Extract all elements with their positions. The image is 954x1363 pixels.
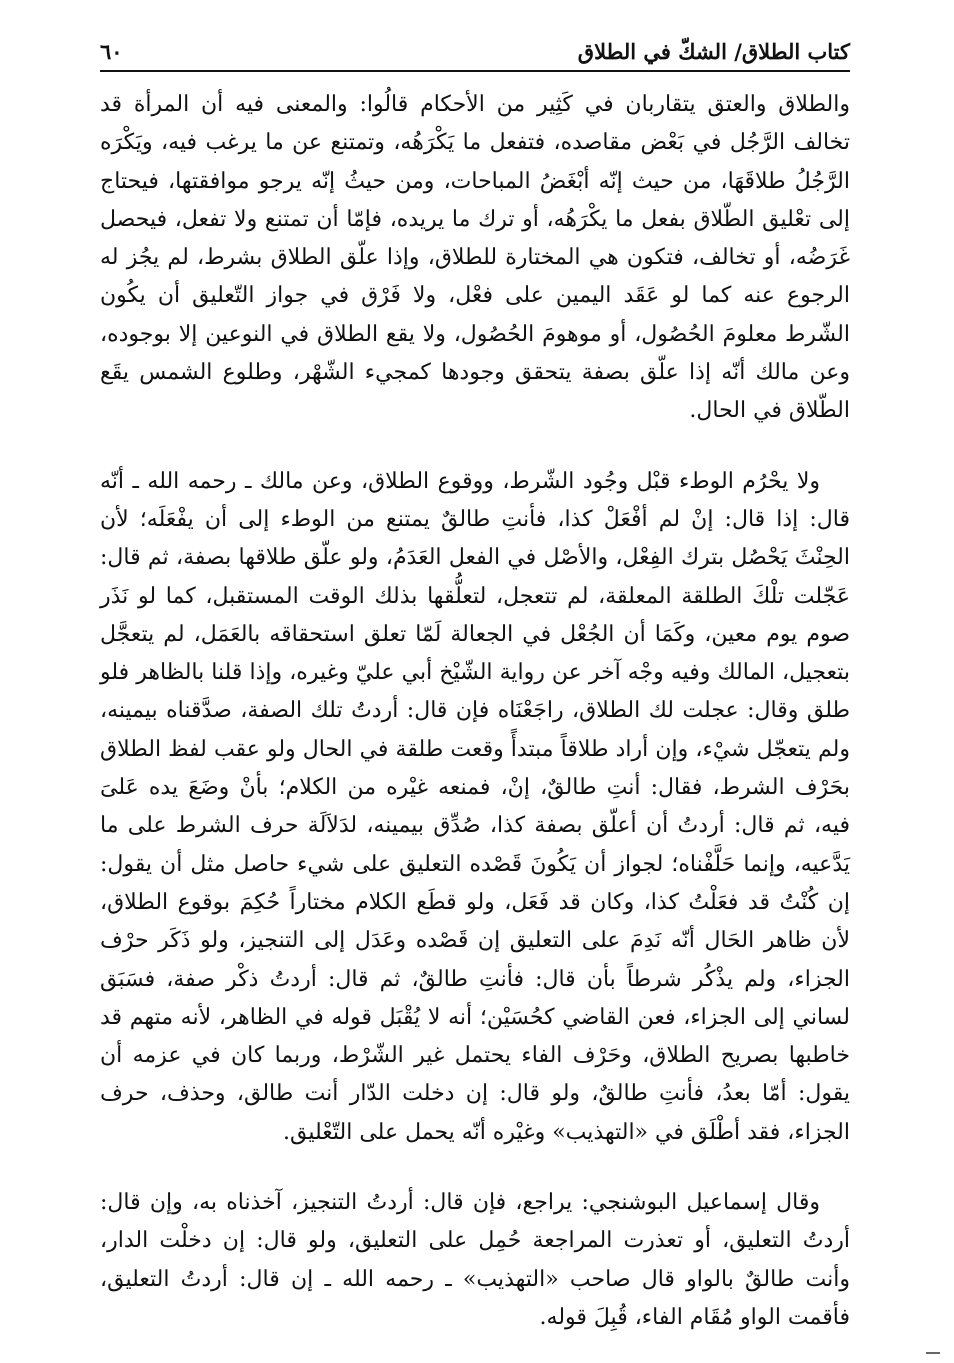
header-title: كتاب الطلاق/ الشكّ في الطلاق <box>577 39 850 64</box>
header-rule <box>100 70 850 72</box>
running-header <box>100 30 850 64</box>
paragraph-3: وقال إسماعيل البوشنجي: يراجع، فإن قال: أردتُ التنجيز، آخذناه به، وإن قال: أردتُ التعليق، أو تعذرت المراجعة حُمِل على التعليق، ولو قال: إن دخلْت الدار، وأنت طالقٌ بالواو قال صاحب «التهذيب» ـ رحمه الله ـ إن قال: أردتُ التعليق، فأقمت الواو مُقَام الفاء، قُبِلَ قوله. <box>100 1190 850 1330</box>
body-text <box>100 86 850 1337</box>
scan-edge-mark <box>926 1352 940 1354</box>
paragraph-2: ولا يحْرُم الوطء قبْل وجُود الشّرط، ووقوع الطلاق، وعن مالك ـ رحمه الله ـ أنّه قال: إذا قال: إنْ لم أفْعَلْ كذا، فأنتِ طالقٌ يمتنع من الوطء إلى أن يفْعَلَه؛ لأن الحِنْثَ يَحْصُل بترك الفِعْل، والأصْل في الفعل العَدَمُ، ولو علّق طلاقها بصفة، ثم قال: عَجّلت تلْكَ الطلقة المعلقة، لم تتعجل، لتعلُّقها بذلك الوقت المستقبل، كما لو نَذَر صوم يوم معين، وكَمَا أن الجُعْل في الجعالة لَمّا تعلق استحقاقه بالعَمَل، لم يتعجَّل بتعجيل، المالك وفيه وجْه آخر عن رواية الشّيْخ أبي عليّ وغيره، وإذا قلنا بالظاهر فلو طلق وقال: عجلت لك الطلاق، راجَعْنَاه فإن قال: أردتُ تلك الصفة، صدَّقناه بيمينه، ولم يتعجّل شيْء، وإن أراد طلاقاً مبتدأً وقعت طلقة في الحال ولو عقب لفظ الطلاق بحَرْف الشرط، فقال: أنتِ طالقٌ، إنْ، فمنعه غيْره من الكلام؛ بأنْ وضَعَ يده عَلىَ فيه، ثم قال: أردتُ أن أعلّق بصفة كذا، صُدِّق بيمينه، لدَلاَلَة حرف الشرط على ما يَدَّعيه، وإنما حَلَّفْناه؛ لجواز أن يَكُونَ قَصْده التعليق على شيء حاصل مثل أن يقول: إن كُنْتُ قد فعَلْتُ كذا، وكان قد فَعَل، ولو قطَع الكلام مختاراً حُكِمَ بوقوع الطلاق، لأن ظاهر الحَال أنّه نَدِمَ على التعليق إن قَصْده وعَدَل إلى التنجيز، ولو ذَكَر حرْف الجزاء، ولم يذْكُر شرطاً بأن قال: فأنتِ طالقٌ، ثم قال: أردتُ ذكْر صفة، فسَبَق لساني إلى الجزاء، فعن القاضي كحُسَيْن؛ أنه لا يُقْبَل قوله في الظاهر، لأنه متهم قد خاطبها بصريح الطلاق، وحَرْف الفاء يحتمل غير الشّرْط، وربما كان في عزمه أن يقول: أمّا بعدُ، فأنتِ طالقٌ، ولو قال: إن دخلت الدّار أنت طالق، وحذف، حرف الجزاء، فقد أطْلَق في «التهذيب» وغيْره أنّه يحمل على التّعْليق. <box>100 468 850 1145</box>
paragraph-1: والطلاق والعتق يتقاربان في كَثِير من الأحكام قالُوا: والمعنى فيه أن المرأة قد تخالف الرَّجُل في بَعْض مقاصده، فتفعل ما يَكْرَهُه، وتمتنع عن ما يرغب فيه، ويَكْرَه الرَّجُلُ طلاقَهَا، من حيث إنّه أبْغَضُ المباحات، ومن حيثُ إنّه يرجو موافقتها، فيحتاج إلى تعْليق الطّلاق بفعل ما يكْرَهُه، أو ترك ما يريده، فإمّا أن تمتنع ولا تفعل، فيحصل غَرَضُه، أو تخالف، فتكون هي المختارة للطلاق، وإذا علّق الطلاق بشرط، لم يجُز له الرجوع عنه كما لو عَقَد اليمين على فعْل، ولا فَرْق في جواز التّعليق أن يكُون الشّرط معلومَ الحُصُول، أو موهومَ الحُصُول، ولا يقع الطلاق في النوعين إلا بوجوده، وعن مالك أنّه إذا علّق بصفة يتحقق وجودها كمجيء الشّهْر، وطلوع الشمس يقَع الطّلاق في الحال. <box>100 92 850 424</box>
page-number: ٦٠ <box>100 39 123 64</box>
